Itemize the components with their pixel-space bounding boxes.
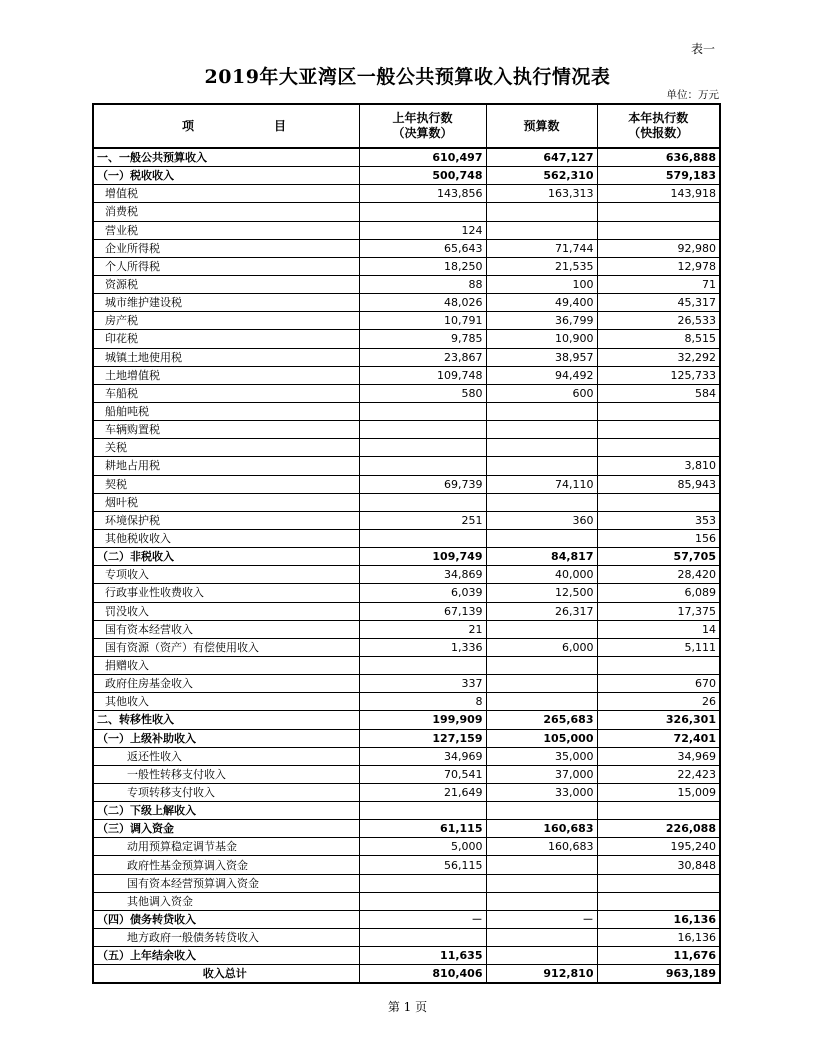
table-number-label: 表一 bbox=[690, 42, 715, 56]
current-year-value: 579,183 bbox=[597, 167, 720, 185]
row-label: 捐赠收入 bbox=[93, 656, 359, 674]
header-budget: 预算数 bbox=[486, 104, 597, 148]
budget-value: 33,000 bbox=[486, 783, 597, 801]
row-label: （二）下级上解收入 bbox=[93, 802, 359, 820]
prev-year-value: 23,867 bbox=[359, 348, 486, 366]
table-row bbox=[93, 203, 720, 221]
row-label: 城市维护建设税 bbox=[93, 294, 359, 312]
table-row bbox=[93, 511, 720, 529]
prev-year-value: 70,541 bbox=[359, 765, 486, 783]
budget-value: 600 bbox=[486, 384, 597, 402]
budget-value bbox=[486, 439, 597, 457]
budget-value: 10,900 bbox=[486, 330, 597, 348]
row-label: 车船税 bbox=[93, 384, 359, 402]
table-row bbox=[93, 239, 720, 257]
current-year-value bbox=[597, 221, 720, 239]
budget-value: 71,744 bbox=[486, 239, 597, 257]
current-year-value: 12,978 bbox=[597, 257, 720, 275]
row-label: 二、转移性收入 bbox=[93, 711, 359, 729]
row-label: 契税 bbox=[93, 475, 359, 493]
current-year-value: 45,317 bbox=[597, 294, 720, 312]
table-row bbox=[93, 638, 720, 656]
row-label: 地方政府一般债务转贷收入 bbox=[93, 929, 359, 947]
budget-value: 74,110 bbox=[486, 475, 597, 493]
budget-value: 12,500 bbox=[486, 584, 597, 602]
budget-value bbox=[486, 421, 597, 439]
budget-value bbox=[486, 493, 597, 511]
table-row bbox=[93, 947, 720, 965]
budget-value: 100 bbox=[486, 275, 597, 293]
header-current-year: 本年执行数 （快报数） bbox=[597, 104, 720, 148]
table-row bbox=[93, 221, 720, 239]
current-year-value: 28,420 bbox=[597, 566, 720, 584]
table-row bbox=[93, 566, 720, 584]
row-label: 政府性基金预算调入资金 bbox=[93, 856, 359, 874]
table-row bbox=[93, 548, 720, 566]
current-year-value: 71 bbox=[597, 275, 720, 293]
prev-year-value: 143,856 bbox=[359, 185, 486, 203]
prev-year-value: 61,115 bbox=[359, 820, 486, 838]
current-year-value: 26 bbox=[597, 693, 720, 711]
prev-year-value: 1,336 bbox=[359, 638, 486, 656]
row-label: 其他调入资金 bbox=[93, 892, 359, 910]
prev-year-value: 34,969 bbox=[359, 747, 486, 765]
budget-value: 160,683 bbox=[486, 820, 597, 838]
current-year-value: 195,240 bbox=[597, 838, 720, 856]
row-label: 土地增值税 bbox=[93, 366, 359, 384]
table-row bbox=[93, 965, 720, 984]
prev-year-value: 18,250 bbox=[359, 257, 486, 275]
row-label: 增值税 bbox=[93, 185, 359, 203]
budget-value bbox=[486, 856, 597, 874]
row-label: （三）调入资金 bbox=[93, 820, 359, 838]
current-year-value: 72,401 bbox=[597, 729, 720, 747]
current-year-value: 15,009 bbox=[597, 783, 720, 801]
prev-year-value bbox=[359, 874, 486, 892]
prev-year-value bbox=[359, 402, 486, 420]
prev-year-value: 6,039 bbox=[359, 584, 486, 602]
budget-value: 912,810 bbox=[486, 965, 597, 984]
prev-year-value bbox=[359, 439, 486, 457]
table-row bbox=[93, 656, 720, 674]
prev-year-value bbox=[359, 892, 486, 910]
table-row bbox=[93, 620, 720, 638]
prev-year-value: 251 bbox=[359, 511, 486, 529]
row-label: 车辆购置税 bbox=[93, 421, 359, 439]
row-label: （五）上年结余收入 bbox=[93, 947, 359, 965]
current-year-value: 326,301 bbox=[597, 711, 720, 729]
current-year-value: 26,533 bbox=[597, 312, 720, 330]
row-label: 个人所得税 bbox=[93, 257, 359, 275]
table-row bbox=[93, 384, 720, 402]
prev-year-value bbox=[359, 802, 486, 820]
current-year-value: 156 bbox=[597, 529, 720, 547]
row-label: 其他收入 bbox=[93, 693, 359, 711]
current-year-value: 3,810 bbox=[597, 457, 720, 475]
budget-value bbox=[486, 675, 597, 693]
prev-year-value bbox=[359, 457, 486, 475]
row-label: 返还性收入 bbox=[93, 747, 359, 765]
table-row bbox=[93, 275, 720, 293]
prev-year-value: 5,000 bbox=[359, 838, 486, 856]
prev-year-value bbox=[359, 421, 486, 439]
budget-value bbox=[486, 457, 597, 475]
prev-year-value bbox=[359, 929, 486, 947]
prev-year-value: 500,748 bbox=[359, 167, 486, 185]
table-row bbox=[93, 257, 720, 275]
budget-value: 647,127 bbox=[486, 148, 597, 167]
prev-year-value: 109,748 bbox=[359, 366, 486, 384]
table-row bbox=[93, 348, 720, 366]
prev-year-value: 34,869 bbox=[359, 566, 486, 584]
current-year-value: 16,136 bbox=[597, 929, 720, 947]
budget-value: 40,000 bbox=[486, 566, 597, 584]
current-year-value bbox=[597, 203, 720, 221]
table-row bbox=[93, 929, 720, 947]
current-year-value bbox=[597, 402, 720, 420]
budget-value bbox=[486, 203, 597, 221]
table-row bbox=[93, 729, 720, 747]
current-year-value: 6,089 bbox=[597, 584, 720, 602]
budget-value: 21,535 bbox=[486, 257, 597, 275]
row-label: 关税 bbox=[93, 439, 359, 457]
table-body bbox=[93, 148, 720, 983]
row-label: 收入总计 bbox=[93, 965, 359, 984]
table-row bbox=[93, 820, 720, 838]
table-row bbox=[93, 366, 720, 384]
table-row bbox=[93, 783, 720, 801]
current-year-value bbox=[597, 493, 720, 511]
table-row bbox=[93, 402, 720, 420]
row-label: 罚没收入 bbox=[93, 602, 359, 620]
row-label: （一）上级补助收入 bbox=[93, 729, 359, 747]
current-year-value bbox=[597, 656, 720, 674]
prev-year-value: 337 bbox=[359, 675, 486, 693]
prev-year-value bbox=[359, 529, 486, 547]
row-label: 政府住房基金收入 bbox=[93, 675, 359, 693]
budget-value: 265,683 bbox=[486, 711, 597, 729]
budget-value bbox=[486, 529, 597, 547]
current-year-value: 584 bbox=[597, 384, 720, 402]
current-year-value bbox=[597, 421, 720, 439]
row-label: 城镇土地使用税 bbox=[93, 348, 359, 366]
table-row bbox=[93, 584, 720, 602]
prev-year-value: 9,785 bbox=[359, 330, 486, 348]
table-row bbox=[93, 747, 720, 765]
prev-year-value: 124 bbox=[359, 221, 486, 239]
header-prev-year: 上年执行数 （决算数） bbox=[359, 104, 486, 148]
prev-year-value: 11,635 bbox=[359, 947, 486, 965]
table-row bbox=[93, 675, 720, 693]
row-label: 耕地占用税 bbox=[93, 457, 359, 475]
budget-value: 37,000 bbox=[486, 765, 597, 783]
header-item: 项 目 bbox=[93, 104, 359, 148]
table-row bbox=[93, 421, 720, 439]
current-year-value: 22,423 bbox=[597, 765, 720, 783]
budget-value: 38,957 bbox=[486, 348, 597, 366]
budget-value: 6,000 bbox=[486, 638, 597, 656]
row-label: 消费税 bbox=[93, 203, 359, 221]
budget-value: 160,683 bbox=[486, 838, 597, 856]
row-label: 国有资本经营预算调入资金 bbox=[93, 874, 359, 892]
budget-value bbox=[486, 656, 597, 674]
budget-value: 26,317 bbox=[486, 602, 597, 620]
page-number: 第 1 页 bbox=[387, 1000, 428, 1014]
budget-value: 105,000 bbox=[486, 729, 597, 747]
prev-year-value: 127,159 bbox=[359, 729, 486, 747]
budget-value: 49,400 bbox=[486, 294, 597, 312]
row-label: 专项转移支付收入 bbox=[93, 783, 359, 801]
table-row bbox=[93, 856, 720, 874]
prev-year-value: 56,115 bbox=[359, 856, 486, 874]
table-row bbox=[93, 294, 720, 312]
row-label: 营业税 bbox=[93, 221, 359, 239]
table-row bbox=[93, 493, 720, 511]
budget-value bbox=[486, 620, 597, 638]
table-row bbox=[93, 148, 720, 167]
current-year-value: 353 bbox=[597, 511, 720, 529]
budget-value: 360 bbox=[486, 511, 597, 529]
prev-year-value: 67,139 bbox=[359, 602, 486, 620]
budget-value bbox=[486, 402, 597, 420]
revenue-table bbox=[92, 103, 721, 984]
table-row bbox=[93, 167, 720, 185]
budget-value bbox=[486, 693, 597, 711]
row-label: 行政事业性收费收入 bbox=[93, 584, 359, 602]
current-year-value: 85,943 bbox=[597, 475, 720, 493]
table-row bbox=[93, 330, 720, 348]
budget-value bbox=[486, 929, 597, 947]
budget-value: 94,492 bbox=[486, 366, 597, 384]
unit-label: 单位：万元 bbox=[666, 89, 719, 101]
table-header-row bbox=[93, 104, 720, 148]
prev-year-value: 88 bbox=[359, 275, 486, 293]
table-row bbox=[93, 529, 720, 547]
table-row bbox=[93, 892, 720, 910]
table-row bbox=[93, 838, 720, 856]
prev-year-value: 610,497 bbox=[359, 148, 486, 167]
budget-value bbox=[486, 874, 597, 892]
budget-value bbox=[486, 802, 597, 820]
table-row bbox=[93, 802, 720, 820]
row-label: 动用预算稳定调节基金 bbox=[93, 838, 359, 856]
budget-value bbox=[486, 892, 597, 910]
budget-value: 562,310 bbox=[486, 167, 597, 185]
budget-value: 35,000 bbox=[486, 747, 597, 765]
row-label: 国有资本经营收入 bbox=[93, 620, 359, 638]
table-row bbox=[93, 185, 720, 203]
table-row bbox=[93, 475, 720, 493]
prev-year-value: 48,026 bbox=[359, 294, 486, 312]
current-year-value: 670 bbox=[597, 675, 720, 693]
table-row bbox=[93, 602, 720, 620]
current-year-value: 34,969 bbox=[597, 747, 720, 765]
row-label: 房产税 bbox=[93, 312, 359, 330]
budget-value: 84,817 bbox=[486, 548, 597, 566]
row-label: （二）非税收入 bbox=[93, 548, 359, 566]
current-year-value: 57,705 bbox=[597, 548, 720, 566]
row-label: 其他税收收入 bbox=[93, 529, 359, 547]
page-title: 2019年大亚湾区一般公共预算收入执行情况表 bbox=[204, 66, 611, 88]
prev-year-value: 109,749 bbox=[359, 548, 486, 566]
current-year-value: 963,189 bbox=[597, 965, 720, 984]
prev-year-value: 199,909 bbox=[359, 711, 486, 729]
budget-value: － bbox=[486, 910, 597, 928]
current-year-value: 226,088 bbox=[597, 820, 720, 838]
prev-year-value: 810,406 bbox=[359, 965, 486, 984]
row-label: 企业所得税 bbox=[93, 239, 359, 257]
table-row bbox=[93, 312, 720, 330]
current-year-value: 125,733 bbox=[597, 366, 720, 384]
table-row bbox=[93, 457, 720, 475]
row-label: （一）税收收入 bbox=[93, 167, 359, 185]
prev-year-value bbox=[359, 203, 486, 221]
table-row bbox=[93, 439, 720, 457]
row-label: 一、一般公共预算收入 bbox=[93, 148, 359, 167]
budget-value bbox=[486, 947, 597, 965]
prev-year-value: 10,791 bbox=[359, 312, 486, 330]
row-label: 环境保护税 bbox=[93, 511, 359, 529]
current-year-value: 30,848 bbox=[597, 856, 720, 874]
prev-year-value bbox=[359, 493, 486, 511]
row-label: 印花税 bbox=[93, 330, 359, 348]
row-label: 一般性转移支付收入 bbox=[93, 765, 359, 783]
row-label: （四）债务转贷收入 bbox=[93, 910, 359, 928]
current-year-value: 143,918 bbox=[597, 185, 720, 203]
budget-value: 163,313 bbox=[486, 185, 597, 203]
current-year-value: 636,888 bbox=[597, 148, 720, 167]
row-label: 专项收入 bbox=[93, 566, 359, 584]
current-year-value: 5,111 bbox=[597, 638, 720, 656]
row-label: 船舶吨税 bbox=[93, 402, 359, 420]
current-year-value: 16,136 bbox=[597, 910, 720, 928]
row-label: 资源税 bbox=[93, 275, 359, 293]
table-row bbox=[93, 765, 720, 783]
table-row bbox=[93, 910, 720, 928]
current-year-value: 92,980 bbox=[597, 239, 720, 257]
prev-year-value bbox=[359, 656, 486, 674]
budget-value: 36,799 bbox=[486, 312, 597, 330]
prev-year-value: 21,649 bbox=[359, 783, 486, 801]
current-year-value bbox=[597, 892, 720, 910]
table-row bbox=[93, 711, 720, 729]
budget-value bbox=[486, 221, 597, 239]
current-year-value: 32,292 bbox=[597, 348, 720, 366]
current-year-value: 14 bbox=[597, 620, 720, 638]
prev-year-value: 580 bbox=[359, 384, 486, 402]
prev-year-value: 65,643 bbox=[359, 239, 486, 257]
table-row bbox=[93, 874, 720, 892]
row-label: 国有资源（资产）有偿使用收入 bbox=[93, 638, 359, 656]
current-year-value: 11,676 bbox=[597, 947, 720, 965]
prev-year-value: － bbox=[359, 910, 486, 928]
prev-year-value: 21 bbox=[359, 620, 486, 638]
current-year-value bbox=[597, 802, 720, 820]
table-row bbox=[93, 693, 720, 711]
current-year-value: 17,375 bbox=[597, 602, 720, 620]
current-year-value bbox=[597, 439, 720, 457]
prev-year-value: 69,739 bbox=[359, 475, 486, 493]
row-label: 烟叶税 bbox=[93, 493, 359, 511]
current-year-value: 8,515 bbox=[597, 330, 720, 348]
current-year-value bbox=[597, 874, 720, 892]
prev-year-value: 8 bbox=[359, 693, 486, 711]
